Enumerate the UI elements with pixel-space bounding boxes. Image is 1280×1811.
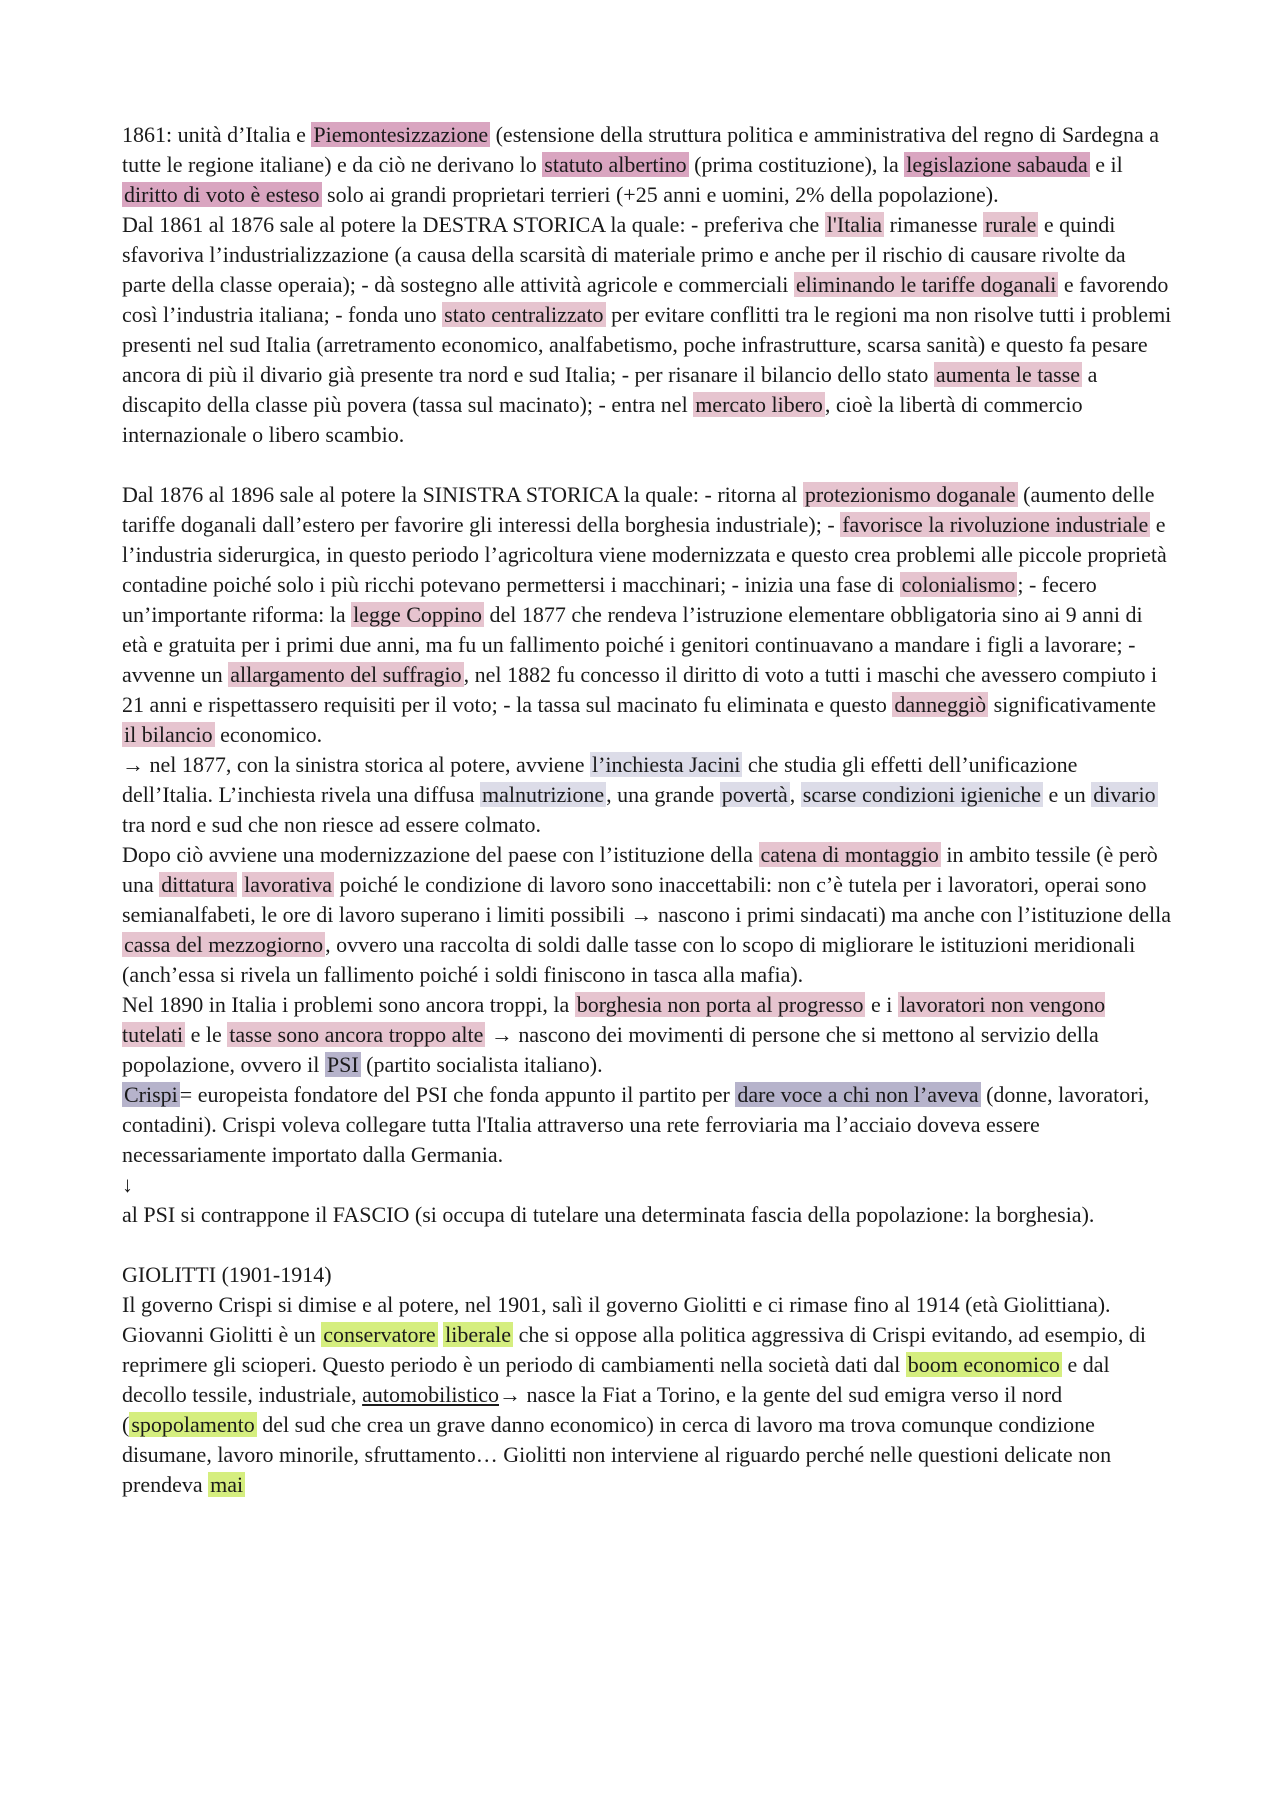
highlighted-text: aumenta le tasse bbox=[935, 362, 1081, 387]
text-run: e le bbox=[185, 1022, 228, 1047]
text-run: rimanesse bbox=[884, 212, 984, 237]
highlighted-text: catena di montaggio bbox=[760, 842, 939, 867]
text-run: (donne, lavoratori, contadini). Crispi voleva collegare tutta l'Italia attraverso una rete ferroviaria ma l’acciaio doveva essere necessariamente importato dalla Germania. bbox=[122, 1082, 1150, 1167]
highlighted-text: borghesia non porta al progresso bbox=[576, 992, 864, 1017]
highlighted-text: favorisce la rivoluzione industriale bbox=[842, 512, 1149, 537]
paragraph bbox=[122, 120, 1172, 210]
highlighted-text: Piemontesizzazione bbox=[313, 122, 489, 147]
highlighted-text: cassa del mezzogiorno bbox=[124, 932, 324, 957]
highlighted-text: malnutrizione bbox=[481, 782, 605, 807]
text-run: solo ai grandi proprietari terrieri (+25 anni e uomini, 2% della popolazione). bbox=[321, 182, 999, 207]
highlighted-text: PSI bbox=[326, 1052, 359, 1077]
paragraph-spacer bbox=[122, 450, 1172, 480]
highlighted-text: dittatura bbox=[161, 872, 235, 897]
section-heading bbox=[122, 1260, 1172, 1290]
paragraph bbox=[122, 480, 1172, 750]
text-run: (estensione della struttura politica e amministrativa del regno di Sardegna a tutte le regione italiane) e da ciò ne derivano lo bbox=[122, 122, 1160, 177]
highlighted-text: mercato libero bbox=[695, 392, 823, 417]
text-run: 1861: unità d’Italia e bbox=[122, 122, 312, 147]
paragraph bbox=[122, 990, 1172, 1080]
text-run: , bbox=[789, 782, 801, 807]
highlighted-text: conservatore bbox=[323, 1322, 436, 1347]
text-run: , cioè la libertà di commercio internazionale o libero scambio. bbox=[122, 392, 1083, 447]
text-run: e i bbox=[865, 992, 898, 1017]
text-run: e favorendo così l’industria italiana; - fonda uno bbox=[122, 272, 1169, 327]
highlighted-text: dare voce a chi non l’aveva bbox=[737, 1082, 979, 1107]
text-run: → nel 1877, con la sinistra storica al potere, avviene bbox=[122, 752, 590, 777]
text-run: (prima costituzione), la bbox=[688, 152, 905, 177]
highlighted-text: Crispi bbox=[124, 1082, 178, 1107]
text-run: e l’industria siderurgica, in questo periodo l’agricoltura viene modernizzata e questo crea problemi alle piccole proprietà contadine poiché solo i più ricchi potevano permettersi i macchinari; - inizia una fase di bbox=[122, 512, 1167, 597]
text-run: e dal decollo tessile, industriale, bbox=[122, 1352, 1110, 1407]
highlighted-text: colonialismo bbox=[901, 572, 1016, 597]
paragraph bbox=[122, 1080, 1172, 1170]
text-run: (partito socialista italiano). bbox=[360, 1052, 603, 1077]
highlighted-text: eliminando le tariffe doganali bbox=[795, 272, 1057, 297]
paragraph-spacer bbox=[122, 1230, 1172, 1260]
text-run: che si oppose alla politica aggressiva di Crispi evitando, ad esempio, di reprimere gli scioperi. Questo periodo è un periodo di cambiamenti nella società dati dal bbox=[122, 1322, 1147, 1377]
paragraph bbox=[122, 210, 1172, 450]
highlighted-text: l’inchiesta Jacini bbox=[591, 752, 741, 777]
highlighted-text: tasse sono ancora troppo alte bbox=[229, 1022, 484, 1047]
text-run: Il governo Crispi si dimise e al potere, nel 1901, salì il governo Giolitti e ci rimase fino al 1914 (età Giolittiana). Giovanni Giolitti è un bbox=[122, 1292, 1111, 1347]
text-run: , una grande bbox=[606, 782, 720, 807]
highlighted-text: divario bbox=[1093, 782, 1156, 807]
highlighted-text: legge Coppino bbox=[353, 602, 483, 627]
text-run: , nel 1882 fu concesso il diritto di voto a tutti i maschi che avessero compiuto i 21 anni e rispettassero requisiti per il voto; - la tassa sul macinato fu eliminata e questo bbox=[122, 662, 1158, 717]
text-run: a discapito della classe più povera (tassa sul macinato); - entra nel bbox=[122, 362, 1098, 417]
highlighted-text: protezionismo doganale bbox=[804, 482, 1016, 507]
text-run: tra nord e sud che non riesce ad essere colmato. bbox=[122, 812, 542, 837]
paragraph bbox=[122, 750, 1172, 840]
text-run: e quindi sfavoriva l’industrializzazione (a causa della scarsità di materiale primo e anche per il rischio di causare rivolte da parte della classe operaia); - dà sostegno alle attività agricole e commerciali bbox=[122, 212, 1126, 297]
highlighted-text: stato centralizzato bbox=[444, 302, 604, 327]
text-run: Dal 1876 al 1896 sale al potere la SINISTRA STORICA la quale: - ritorna al bbox=[122, 482, 803, 507]
highlighted-text: legislazione sabauda bbox=[906, 152, 1088, 177]
highlighted-text: diritto di voto è esteso bbox=[124, 182, 320, 207]
highlighted-text: boom economico bbox=[907, 1352, 1060, 1377]
highlighted-text: scarse condizioni igieniche bbox=[802, 782, 1042, 807]
underlined-text: automobilistico bbox=[362, 1382, 499, 1407]
highlighted-text: mai bbox=[210, 1472, 244, 1497]
text-run: e il bbox=[1089, 152, 1123, 177]
paragraph bbox=[122, 1200, 1172, 1230]
highlighted-text: povertà bbox=[721, 782, 788, 807]
highlighted-text: l'Italia bbox=[826, 212, 883, 237]
highlighted-text: allargamento del suffragio bbox=[230, 662, 462, 687]
paragraph bbox=[122, 840, 1172, 990]
text-run: ↓ bbox=[122, 1172, 133, 1197]
text-run: ; - fecero un’importante riforma: la bbox=[122, 572, 1097, 627]
text-run: Nel 1890 in Italia i problemi sono ancora troppi, la bbox=[122, 992, 575, 1017]
text-run: economico. bbox=[214, 722, 323, 747]
highlighted-text: liberale bbox=[445, 1322, 512, 1347]
highlighted-text: lavoratori non vengono tutelati bbox=[122, 992, 1106, 1047]
text-run: poiché le condizione di lavoro sono inaccettabili: non c’è tutela per i lavoratori, operai sono semianalfabeti, le ore di lavoro superano i limiti possibili → nascono i primi sindacati) ma anche con l’istituzione della bbox=[122, 872, 1171, 927]
paragraph bbox=[122, 1290, 1172, 1500]
text-run: che studia gli effetti dell’unificazione dell’Italia. L’inchiesta rivela una diffusa bbox=[122, 752, 1078, 807]
text-run: significativamente bbox=[988, 692, 1157, 717]
text-run: al PSI si contrappone il FASCIO (si occupa di tutelare una determinata fascia della popolazione: la borghesia). bbox=[122, 1202, 1095, 1227]
highlighted-text: il bilancio bbox=[124, 722, 213, 747]
text-run: = europeista fondatore del PSI che fonda appunto il partito per bbox=[179, 1082, 736, 1107]
text-run: , ovvero una raccolta di soldi dalle tasse con lo scopo di migliorare le istituzioni meridionali (anch’essa si rivela un fallimento poiché i soldi finiscono in tasca alla mafia). bbox=[122, 932, 1136, 987]
text-run: del 1877 che rendeva l’istruzione elementare obbligatoria sino ai 9 anni di età e gratuita per i primi due anni, ma fu un fallimento poiché i genitori continuavano a mandare i figli a lavorare; - avvenne un bbox=[122, 602, 1143, 687]
text-run: (aumento delle tariffe doganali dall’estero per favorire gli interessi della borghesia industriale); - bbox=[122, 482, 1155, 537]
text-run: Dopo ciò avviene una modernizzazione del paese con l’istituzione della bbox=[122, 842, 759, 867]
text-run: → nasce la Fiat a Torino, e la gente del sud emigra verso il nord ( bbox=[122, 1382, 1063, 1437]
text-run: GIOLITTI (1901-1914) bbox=[122, 1262, 332, 1287]
text-run: Dal 1861 al 1876 sale al potere la DESTRA STORICA la quale: - preferiva che bbox=[122, 212, 825, 237]
text-run: in ambito tessile (è però una bbox=[122, 842, 1158, 897]
highlighted-text: lavorativa bbox=[244, 872, 333, 897]
highlighted-text: spopolamento bbox=[131, 1412, 255, 1437]
text-run: → nascono dei movimenti di persone che si mettono al servizio della popolazione, ovvero il bbox=[122, 1022, 1099, 1077]
document-body bbox=[122, 120, 1172, 1500]
highlighted-text: statuto albertino bbox=[544, 152, 687, 177]
text-run: per evitare conflitti tra le regioni ma non risolve tutti i problemi presenti nel sud Italia (arretramento economico, analfabetismo, poche infrastrutture, scarsa sanità) e questo fa pesare ancora di più il divario già presente tra nord e sud Italia; - per risanare il bilancio dello stato bbox=[122, 302, 1172, 387]
text-run: e un bbox=[1043, 782, 1092, 807]
highlighted-text: rurale bbox=[985, 212, 1037, 237]
paragraph bbox=[122, 1170, 1172, 1200]
text-run: del sud che crea un grave danno economico) in cerca di lavoro ma trova comunque condizione disumane, lavoro minorile, sfruttamento… Giolitti non interviene al riguardo perché nelle questioni delicate non prendeva bbox=[122, 1412, 1112, 1497]
highlighted-text: danneggiò bbox=[894, 692, 987, 717]
